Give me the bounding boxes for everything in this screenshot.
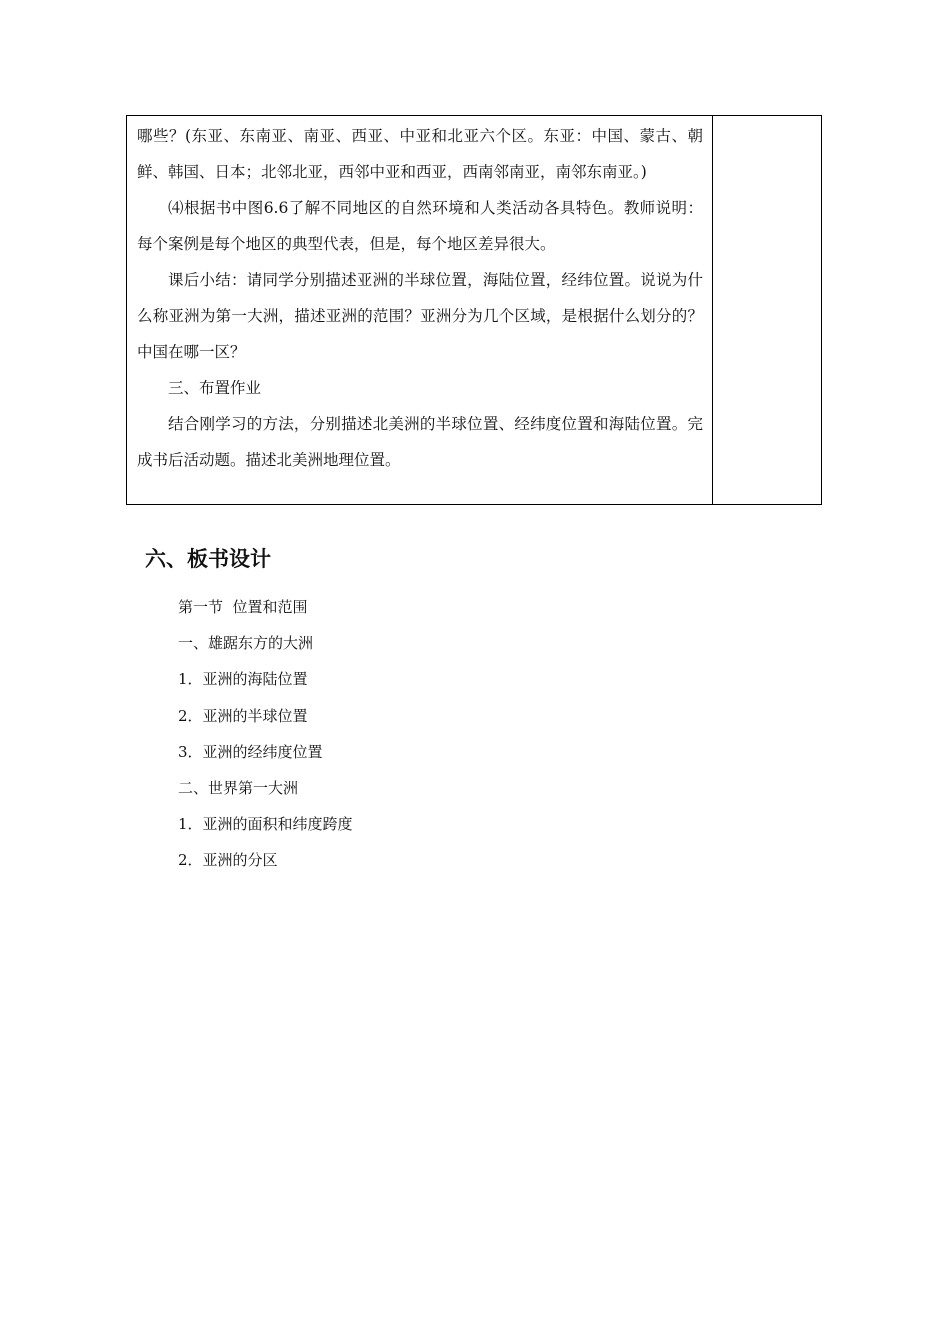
section-heading: 六、板书设计 [145,547,271,571]
board-line: 2．亚洲的分区 [178,851,278,870]
table-paragraph-2: ⑷根据书中图6.6了解不同地区的自然环境和人类活动各具特色。教师说明：每个案例是每个地区的典型代表，但是，每个地区差异很大。 [137,199,703,253]
board-line: 2．亚洲的半球位置 [178,706,308,725]
table-paragraph-5: 结合刚学习的方法，分别描述北美洲的半球位置、经纬度位置和海陆位置。完成书后活动题。描述北美洲地理位置。 [137,415,703,469]
board-line: 3．亚洲的经纬度位置 [178,742,323,761]
board-design-list [178,589,353,879]
table-paragraph-1: 哪些？(东亚、东南亚、南亚、西亚、中亚和北亚六个区。东亚：中国、蒙古、朝鲜、韩国、日本；北邻北亚，西邻中亚和西亚，西南邻南亚，南邻东南亚。) [137,127,703,181]
board-line: 一、雄踞东方的大洲 [178,634,314,653]
board-line: 1．亚洲的面积和纬度跨度 [178,815,353,834]
table-paragraph-4: 三、布置作业 [168,379,262,397]
board-line: 第一节 位置和范围 [178,598,308,616]
lesson-notes-cell [713,116,821,504]
lesson-content-cell [127,116,713,504]
lesson-table [126,115,822,505]
board-line: 1．亚洲的海陆位置 [178,670,308,689]
table-paragraph-3: 课后小结：请同学分别描述亚洲的半球位置，海陆位置，经纬位置。说说为什么称亚洲为第一大洲，描述亚洲的范围？亚洲分为几个区域，是根据什么划分的？中国在哪一区？ [137,271,703,361]
board-line: 二、世界第一大洲 [178,779,299,798]
